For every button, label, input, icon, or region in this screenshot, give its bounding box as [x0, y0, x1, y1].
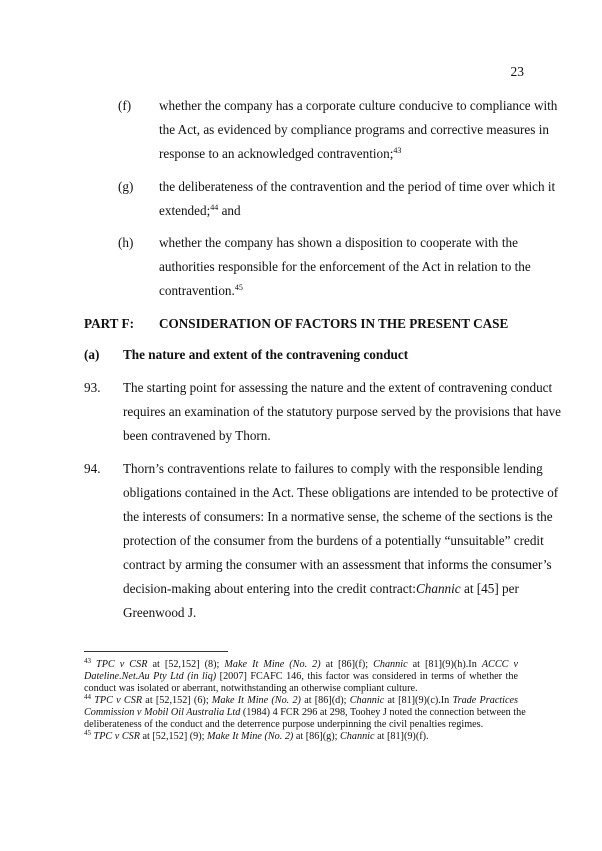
item-f-line-3: response to an acknowledged contravention;$^{43}$ — [159, 146, 402, 161]
footnote-44-line-1: $^{44}$ TPC v CSR at [52,152] (6); Make It Mine (No. 2) at [86](d); Channic at [81](9)(c).In Trade Practices — [84, 693, 519, 706]
item-h-line-1: whether the company has shown a disposition to cooperate with the — [159, 235, 518, 250]
item-f-line-2: the Act, as evidenced by compliance programs and corrective measures in — [159, 122, 549, 137]
para-94-line-1: Thorn’s contraventions relate to failures to comply with the responsible lending — [123, 461, 543, 476]
para-94-line-5: contract by arming the consumer with an assessment that informs the consumer’s — [123, 557, 552, 572]
footnote-ref-45[interactable]: 45 — [234, 283, 243, 292]
footnote-ref-43[interactable]: 43 — [393, 146, 402, 155]
footnote-ref-44[interactable]: 44 — [210, 203, 219, 212]
item-label-g: (g) — [118, 179, 134, 194]
paragraph-number-93: 93. — [84, 380, 101, 395]
para-94-line-4: protection of the consumer from the burdens of a potentially “unsuitable” credit — [123, 533, 544, 548]
subheading-title: The nature and extent of the contravening conduct — [123, 347, 409, 362]
page-number: 23 — [510, 64, 524, 79]
para-94-line-3: the interests of consumers: In a normative sense, the scheme of the sections is the — [123, 509, 553, 524]
item-f-line-1: whether the company has a corporate culture conducive to compliance with — [159, 98, 558, 113]
paragraph-number-94: 94. — [84, 461, 101, 476]
item-g-line-2: extended;$^{44}$ and — [159, 203, 241, 218]
subheading-label: (a) — [84, 347, 100, 362]
item-label-h: (h) — [118, 235, 134, 250]
part-title: CONSIDERATION OF FACTORS IN THE PRESENT CASE — [159, 316, 509, 331]
item-h-line-2: authorities responsible for the enforcement of the Act in relation to the — [159, 259, 531, 274]
para-94-line-7: Greenwood J. — [123, 605, 197, 620]
citation: Channic at [45] per — [415, 581, 519, 596]
footnote-43-line-2: Dateline.Net.Au Pty Ltd (in liq) [2007] FCAFC 146, this factor was considered in terms of whether the — [84, 671, 519, 682]
para-93-line-2: requires an examination of the statutory purpose served by the provisions that have — [123, 404, 562, 419]
para-93-line-1: The starting point for assessing the nature and the extent of contravening conduct — [123, 380, 553, 395]
item-label-f: (f) — [118, 98, 132, 113]
footnote-45-line-1: $^{45}$ TPC v CSR at [52,152] (9); Make It Mine (No. 2) at [86](g); Channic at [81](9)(f). — [84, 729, 429, 742]
footnote-separator — [84, 651, 228, 652]
footnote-43-line-3: conduct was isolated or aberrant, notwithstanding an otherwise compliant culture. — [84, 683, 418, 694]
para-94-line-2: obligations contained in the Act. These obligations are intended to be protective of — [123, 485, 559, 500]
part-label: PART F: — [84, 316, 134, 331]
para-93-line-3: been contravened by Thorn. — [123, 428, 271, 443]
item-h-line-3: contravention.$^{45}$ — [159, 283, 243, 298]
para-94-line-6: decision-making about entering into the credit contract: Channic at [45] per — [123, 581, 519, 596]
footnote-44-line-3: deliberateness of the conduct and the deterrence purpose underpinning the civil penalties regimes. — [84, 719, 484, 730]
footnote-44-line-2: Commission v Mobil Oil Australia Ltd (1984) 4 FCR 296 at 298, Toohey J noted the connection between the — [84, 707, 526, 718]
footnote-43-line-1: $^{43}$ TPC v CSR at [52,152] (8); Make It Mine (No. 2) at [86](f); Channic at [81](9)(h).In ACCC v — [84, 657, 518, 670]
item-g-line-1: the deliberateness of the contravention and the period of time over which it — [159, 179, 556, 194]
